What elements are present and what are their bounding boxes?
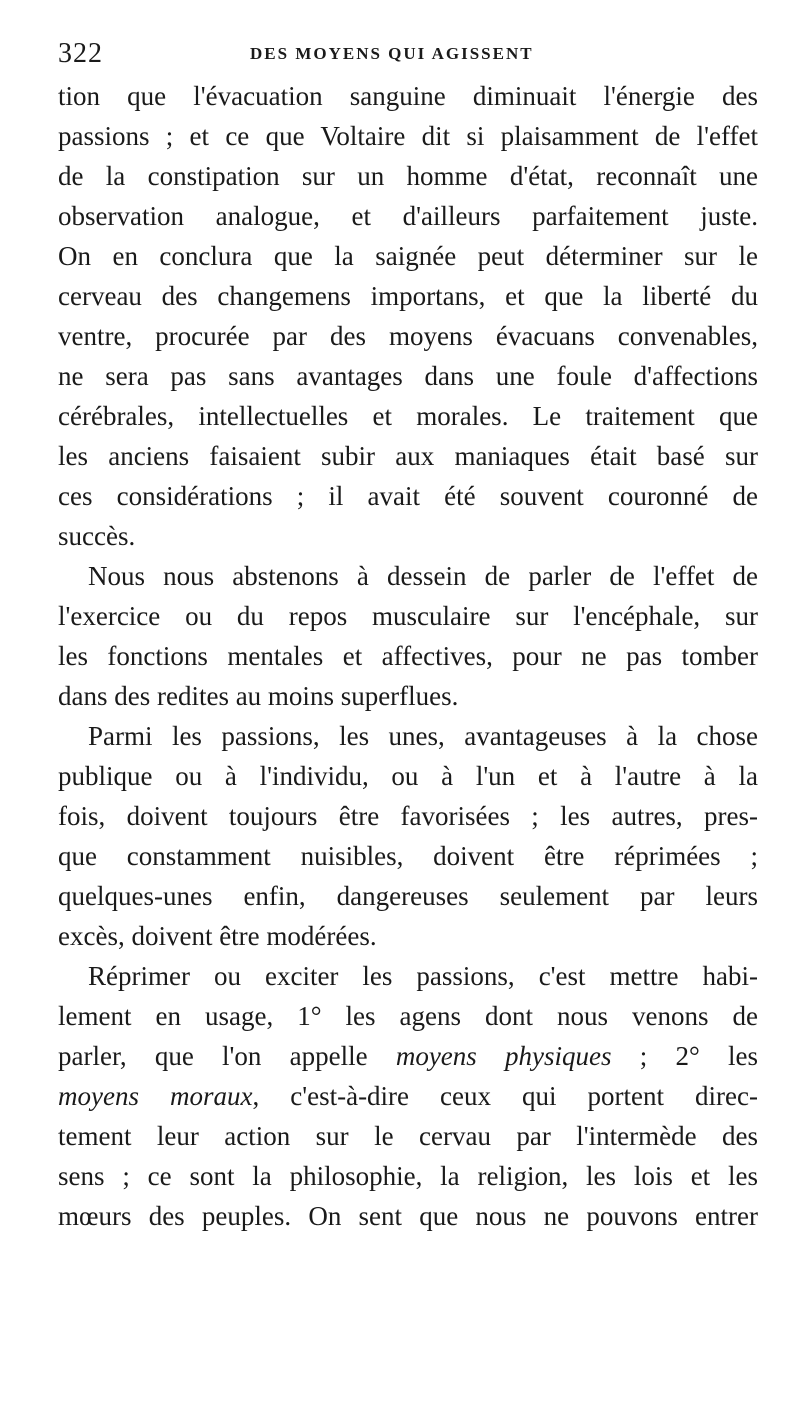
body-text [58,76,758,1236]
text-line: ces considérations ; il avait été souvent couronné de [58,481,758,511]
paragraph-3 [58,716,758,956]
text-line: tion que l'évacuation sanguine diminuait l'énergie des [58,81,758,111]
text-line: fois, doivent toujours être favorisées ; les autres, pres- [58,801,758,831]
text-line: sens ; ce sont la philosophie, la religion, les lois et les [58,1161,758,1191]
text-line: mœurs des peuples. On sent que nous ne pouvons entrer [58,1201,758,1231]
page-number: 322 [58,38,103,69]
text-line: les fonctions mentales et affectives, pour ne pas tomber [58,641,758,671]
text-line: tement leur action sur le cervau par l'intermède des [58,1121,758,1151]
text-line: On en conclura que la saignée peut déterminer sur le [58,241,758,271]
text-line: lement en usage, 1° les agens dont nous venons de [58,1001,758,1031]
paragraph-1 [58,76,758,556]
text-line: moyens moraux, c'est-à-dire ceux qui portent direc- [58,1081,758,1111]
page-header [58,38,758,72]
text-line: passions ; et ce que Voltaire dit si plaisamment de l'effet [58,121,758,151]
text-line: ne sera pas sans avantages dans une foule d'affections [58,361,758,391]
text-line: que constamment nuisibles, doivent être réprimées ; [58,841,758,871]
text-line: observation analogue, et d'ailleurs parfaitement juste. [58,201,758,231]
text-line: parler, que l'on appelle moyens physiques ; 2° les [58,1041,758,1071]
text-line: quelques-unes enfin, dangereuses seulement par leurs [58,881,758,911]
text-line: l'exercice ou du repos musculaire sur l'encéphale, sur [58,601,758,631]
text-line: cerveau des changemens importans, et que la liberté du [58,281,758,311]
text-line: excès, doivent être modérées. [58,921,377,951]
text-line: Réprimer ou exciter les passions, c'est mettre habi- [88,961,758,991]
text-line: dans des redites au moins superflues. [58,681,459,711]
text-line: Parmi les passions, les unes, avantageuses à la chose [88,721,758,751]
paragraph-4 [58,956,758,1236]
text-line: publique ou à l'individu, ou à l'un et à l'autre à la [58,761,758,791]
text-line: cérébrales, intellectuelles et morales. Le traitement que [58,401,758,431]
text-line: Nous nous abstenons à dessein de parler de l'effet de [88,561,758,591]
running-head: DES MOYENS QUI AGISSENT [250,44,534,63]
text-line: ventre, procurée par des moyens évacuans convenables, [58,321,758,351]
text-line: de la constipation sur un homme d'état, reconnaît une [58,161,758,191]
text-line: les anciens faisaient subir aux maniaques était basé sur [58,441,758,471]
text-line: succès. [58,521,136,551]
paragraph-2 [58,556,758,716]
